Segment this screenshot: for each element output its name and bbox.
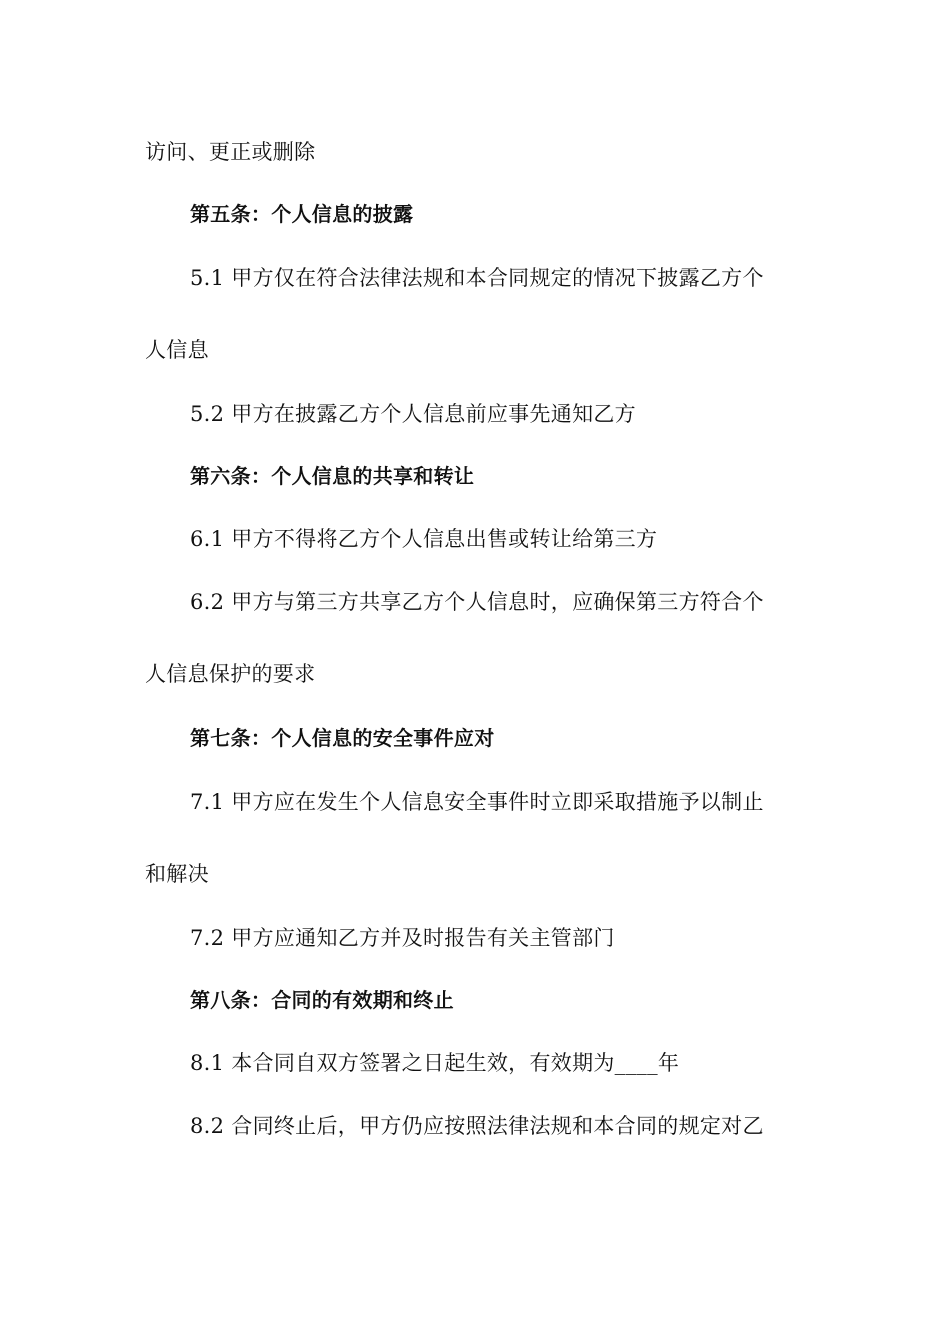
clause-5-1: 5.1 甲方仅在符合法律法规和本合同规定的情况下披露乙方个 [190, 266, 764, 290]
section-heading-article-6: 第六条：个人信息的共享和转让 [190, 464, 475, 488]
clause-6-2-continued: 人信息保护的要求 [145, 662, 316, 686]
clause-7-1-continued: 和解决 [145, 862, 209, 886]
clause-7-2: 7.2 甲方应通知乙方并及时报告有关主管部门 [190, 926, 615, 950]
clause-6-1: 6.1 甲方不得将乙方个人信息出售或转让给第三方 [190, 527, 658, 551]
continuation-text: 访问、更正或删除 [145, 140, 316, 164]
clause-5-1-continued: 人信息 [145, 338, 209, 362]
section-heading-article-7: 第七条：个人信息的安全事件应对 [190, 726, 495, 750]
clause-8-1: 8.1 本合同自双方签署之日起生效，有效期为____年 [190, 1051, 680, 1075]
clause-5-2: 5.2 甲方在披露乙方个人信息前应事先通知乙方 [190, 402, 636, 426]
section-heading-article-8: 第八条：合同的有效期和终止 [190, 988, 454, 1012]
clause-8-2: 8.2 合同终止后，甲方仍应按照法律法规和本合同的规定对乙 [190, 1114, 764, 1138]
clause-6-2: 6.2 甲方与第三方共享乙方个人信息时，应确保第三方符合个 [190, 590, 764, 614]
clause-7-1: 7.1 甲方应在发生个人信息安全事件时立即采取措施予以制止 [190, 790, 764, 814]
section-heading-article-5: 第五条：个人信息的披露 [190, 202, 414, 226]
